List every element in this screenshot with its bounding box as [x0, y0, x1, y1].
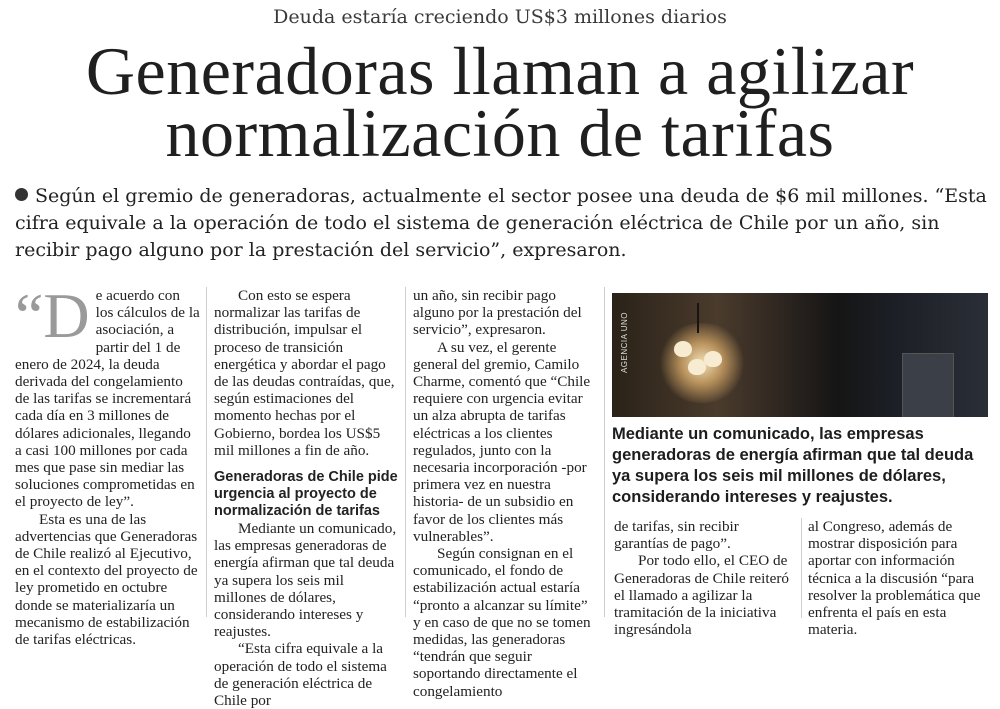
column-divider	[405, 287, 406, 617]
lede	[15, 183, 990, 264]
lamp-bulb	[704, 351, 722, 367]
paragraph: Mediante un comunicado, las empresas generadoras de energía afirman que tal deuda ya supera los seis mil millones de dólares, considerando intereses y reajustes.	[214, 520, 397, 641]
column-divider	[801, 518, 802, 618]
kicker: Deuda estaría creciendo US$3 millones diarios	[273, 6, 727, 28]
lede-text: Según el gremio de generadoras, actualmente el sector posee una deuda de $6 mil millones. “Esta cifra equivale a la operación de todo el sistema de generación eléctrica de Chile por un año, sin recibir pago alguno por la prestación del servicio”, expresaron.	[15, 185, 987, 261]
photo-credit: AGENCIA UNO	[620, 311, 630, 374]
article-column-1	[15, 280, 200, 649]
paragraph: Con esto se espera normalizar las tarifas de distribución, impulsar el proceso de transición energética y abordar el pago de las deudas contraídas, que, según estimaciones del momento hechas por el Gobierno, bordea los US$5 mil millones a fin de año.	[214, 287, 395, 459]
lamp-bulb	[674, 341, 692, 357]
paragraph: un año, sin recibir pago alguno por la prestación del servicio”, expresaron.	[413, 287, 582, 339]
headline	[0, 33, 1000, 171]
paragraph: de tarifas, sin recibir garantías de pago”.	[614, 518, 739, 553]
paragraph: “Esta cifra equivale a la operación de todo el sistema de generación eléctrica de Chile por	[214, 640, 387, 709]
column-divider	[604, 287, 605, 617]
dropcap: “D	[15, 280, 90, 351]
wall-switch-panel	[902, 353, 954, 417]
column-divider	[206, 287, 207, 617]
paragraph: Esta es una de las advertencias que Generadoras de Chile realizó al Ejecutivo, en el contexto del proyecto de ley prometido en octubre donde se materializaría un mecanismo de estabilización de tarifas eléctricas.	[15, 510, 198, 649]
news-photo	[612, 293, 988, 417]
paragraph: Según consignan en el comunicado, el fondo de estabilización actual estaría “pronto a alcanzar su límite” y en caso de que no se tomen medidas, las generadoras “tendrán que seguir soportando directamente el congelamiento	[413, 545, 591, 700]
subhead: Generadoras de Chile pide urgencia al proyecto de normalización de tarifas	[214, 469, 398, 520]
paragraph: Por todo ello, el CEO de Generadoras de Chile reiteró el llamado a agilizar la tramitación de la iniciativa ingresándola	[614, 552, 789, 639]
article-column-4	[614, 518, 794, 638]
photo-caption: Mediante un comunicado, las empresas generadoras de energía afirman que tal deuda ya supera los seis mil millones de dólares, considerando intereses y reajustes.	[612, 425, 974, 506]
lamp-bulb	[688, 359, 706, 375]
paragraph: al Congreso, además de mostrar disposición para aportar con información técnica a la discusión “para resolver la problemática que enfrenta el país en esta materia.	[808, 518, 981, 639]
paragraph: e acuerdo con los cálculos de la asociación, a partir del 1 de enero de 2024, la deuda derivada del congelamiento de las tarifas se incrementará cada día en 3 millones de dólares adicionales, llegando a casi 100 millones por cada mes que pase sin mediar las soluciones comprometidas en el proyecto de ley”.	[15, 287, 200, 511]
article-column-2	[214, 287, 399, 709]
headline-line-2: normalización de tarifas	[165, 95, 835, 171]
bullet-icon	[15, 188, 28, 201]
article-column-5	[808, 518, 988, 638]
paragraph: A su vez, el gerente general del gremio, Camilo Charme, comentó que “Chile requiere con urgencia evitar un alza abrupta de tarifas eléctricas a los clientes regulados, junto con la necesaria incorporación -por primera vez en nuestra historia- de un subsidio en favor de los clientes más vulnerables”.	[413, 338, 591, 545]
article-column-3	[413, 287, 596, 700]
headline-line-1: Generadoras llaman a agilizar	[85, 33, 915, 109]
lamp-stem	[697, 303, 699, 333]
